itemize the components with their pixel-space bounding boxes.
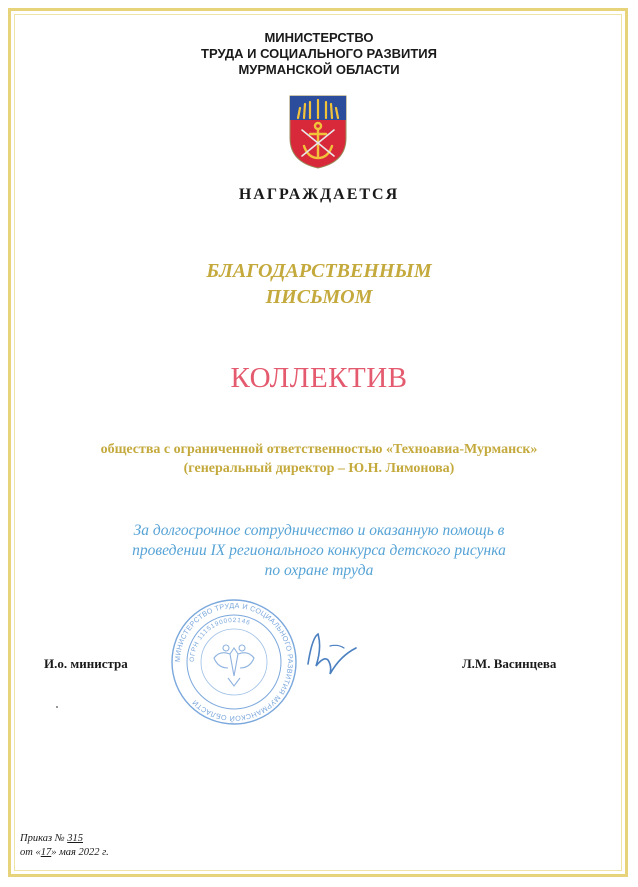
organization-line-2: (генеральный директор – Ю.Н. Лимонова): [183, 461, 455, 476]
order-reference: [20, 832, 109, 860]
order-day: 17: [40, 847, 52, 858]
ministry-line-1: МИНИСТЕРСТВО: [264, 30, 374, 45]
recipient: КОЛЛЕКТИВ: [230, 362, 408, 394]
organization-line-1: общества с ограниченной ответственностью «Техноавиа-Мурманск»: [100, 442, 538, 457]
award-reason: [0, 521, 638, 581]
order-number: 315: [67, 833, 83, 844]
signatory-name: Л.М. Васинцева: [462, 656, 557, 671]
order-prefix: Приказ №: [20, 833, 65, 844]
award-type-line-2: ПИСЬМОМ: [265, 286, 373, 308]
double-headed-eagle-icon: [214, 645, 254, 686]
order-date-prefix: от «: [20, 847, 41, 858]
ministry-line-3: МУРМАНСКОЙ ОБЛАСТИ: [238, 62, 400, 77]
handwritten-signature: [300, 626, 360, 682]
ministry-line-2: ТРУДА И СОЦИАЛЬНОГО РАЗВИТИЯ: [201, 46, 437, 61]
award-type-line-1: БЛАГОДАРСТВЕННЫМ: [206, 260, 432, 282]
signatory-position: И.о. министра: [44, 656, 128, 671]
awarded-heading: НАГРАЖДАЕТСЯ: [238, 186, 400, 203]
stamp-outer-text: МИНИСТЕРСТВО ТРУДА И СОЦИАЛЬНОГО РАЗВИТИЯ МУРМАНСКОЙ ОБЛАСТИ: [172, 600, 296, 724]
scan-speck: [56, 706, 58, 708]
reason-line-2: проведении IX регионального конкурса детского рисунка: [132, 542, 506, 559]
organization: [0, 440, 638, 478]
order-number-line: [20, 832, 109, 846]
stamp-inner-text: ОГРН 1115190002146: [188, 616, 252, 663]
murmansk-coat-of-arms-icon: [288, 94, 348, 170]
award-type: [0, 258, 638, 310]
order-date-suffix: » мая 2022 г.: [51, 847, 109, 858]
order-date-line: [20, 846, 109, 860]
ministry-header: [0, 30, 638, 78]
official-stamp: [170, 598, 298, 726]
reason-line-3: по охране труда: [264, 562, 374, 579]
reason-line-1: За долгосрочное сотрудничество и оказанную помощь в: [133, 522, 505, 539]
